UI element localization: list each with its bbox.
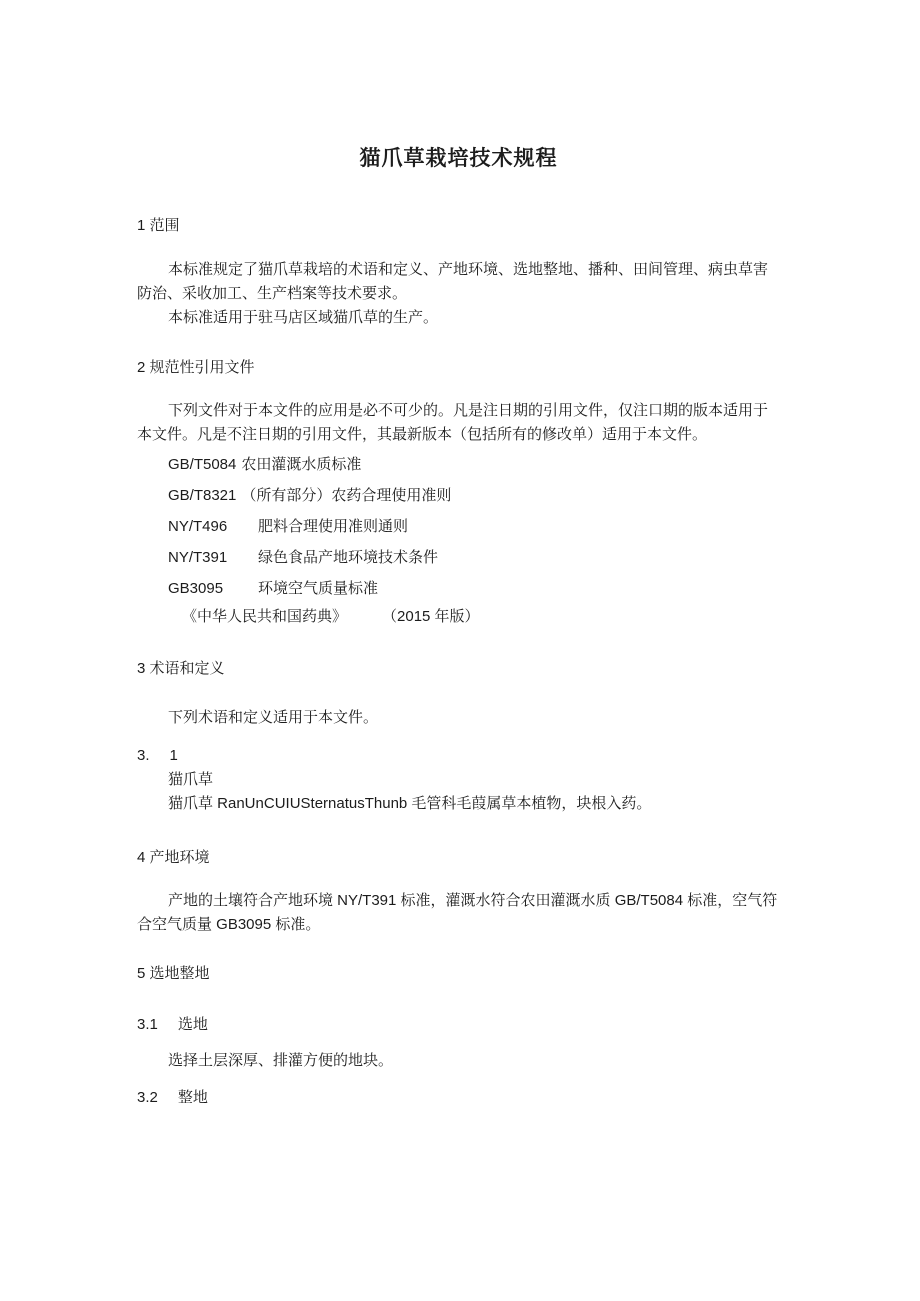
reference-row [137,484,780,508]
environment-paragraph [137,889,780,937]
paragraph-line: 本标准规定了猫爪草栽培的术语和定义、产地环境、选地整地、播种、田间管理、病虫草害 [168,261,769,278]
subsection-number: 3.1 [137,1016,158,1033]
reference-title: 环境空气质量标准 [258,580,379,597]
reference-code: NY/T391 [168,549,228,566]
reference-row [137,515,780,539]
reference-code: NY/T496 [168,518,228,535]
scope-paragraph [137,258,780,330]
subsection-heading-site-selection [137,1013,780,1037]
reference-code: GB/T8321 [168,487,237,504]
pharmacopoeia-name: 《中华人民共和国药典》 [182,608,348,625]
section-heading-terms: 3 术语和定义 [137,660,225,677]
reference-row [137,577,780,601]
subsection-title: 整地 [177,1089,208,1106]
terms-intro-line: 下列术语和定义适用于本文件。 [168,709,379,726]
site-selection-text: 选择土层深厚、排灌方便的地块。 [168,1052,394,1069]
reference-title: （所有部分）农药合理使用准则 [241,487,452,504]
paragraph-line: 产地的土壤符合产地环境 NY/T391 标准，灌溉水符合农田灌溉水质 GB/T5084 标准，空气符 [168,892,778,909]
reference-title: 绿色食品产地环境技术条件 [258,549,439,566]
reference-title: 农田灌溉水质标准 [241,456,362,473]
reference-list [137,453,780,601]
paragraph-line: 防治、采收加工、生产档案等技术要求。 [137,285,408,302]
section-heading-references: 2 规范性引用文件 [137,359,255,376]
term-definition: 猫爪草 RanUnCUIUSternatusThunb 毛管科毛葭属草本植物，块根入药。 [168,795,652,812]
reference-code: GB3095 [168,580,224,597]
reference-code: GB/T5084 [168,456,237,473]
section-heading-scope: 1 范围 [137,217,180,234]
term-name: 猫爪草 [168,771,214,788]
paragraph-line: 本标准适用于驻马店区域猫爪草的生产。 [168,309,439,326]
paragraph-line: 合空气质量 GB3095 标准。 [137,916,321,933]
reference-title: 肥料合理使用准则通则 [258,518,409,535]
paragraph-line: 本文件。凡是不注日期的引用文件，其最新版本（包括所有的修改单）适用于本文件。 [137,426,708,443]
subsection-number: 3.2 [137,1089,158,1106]
reference-row [137,546,780,570]
references-intro-paragraph [137,399,780,447]
page-title: 猫爪草栽培技术规程 [359,147,558,170]
section-heading-environment: 4 产地环境 [137,849,210,866]
pharmacopoeia-row [137,605,780,629]
term-number-row [137,744,780,768]
section-heading-site: 5 选地整地 [137,965,210,982]
subsection-title: 选地 [177,1016,208,1033]
term-definition-block [137,744,780,816]
subsection-heading-land-preparation [137,1086,780,1110]
pharmacopoeia-edition: （2015 年版） [382,608,480,625]
term-number: 3. [137,747,150,764]
term-sub-number: 1 [169,747,178,764]
reference-row [137,453,780,477]
paragraph-line: 下列文件对于本文件的应用是必不可少的。凡是注日期的引用文件，仅注口期的版本适用于 [168,402,769,419]
